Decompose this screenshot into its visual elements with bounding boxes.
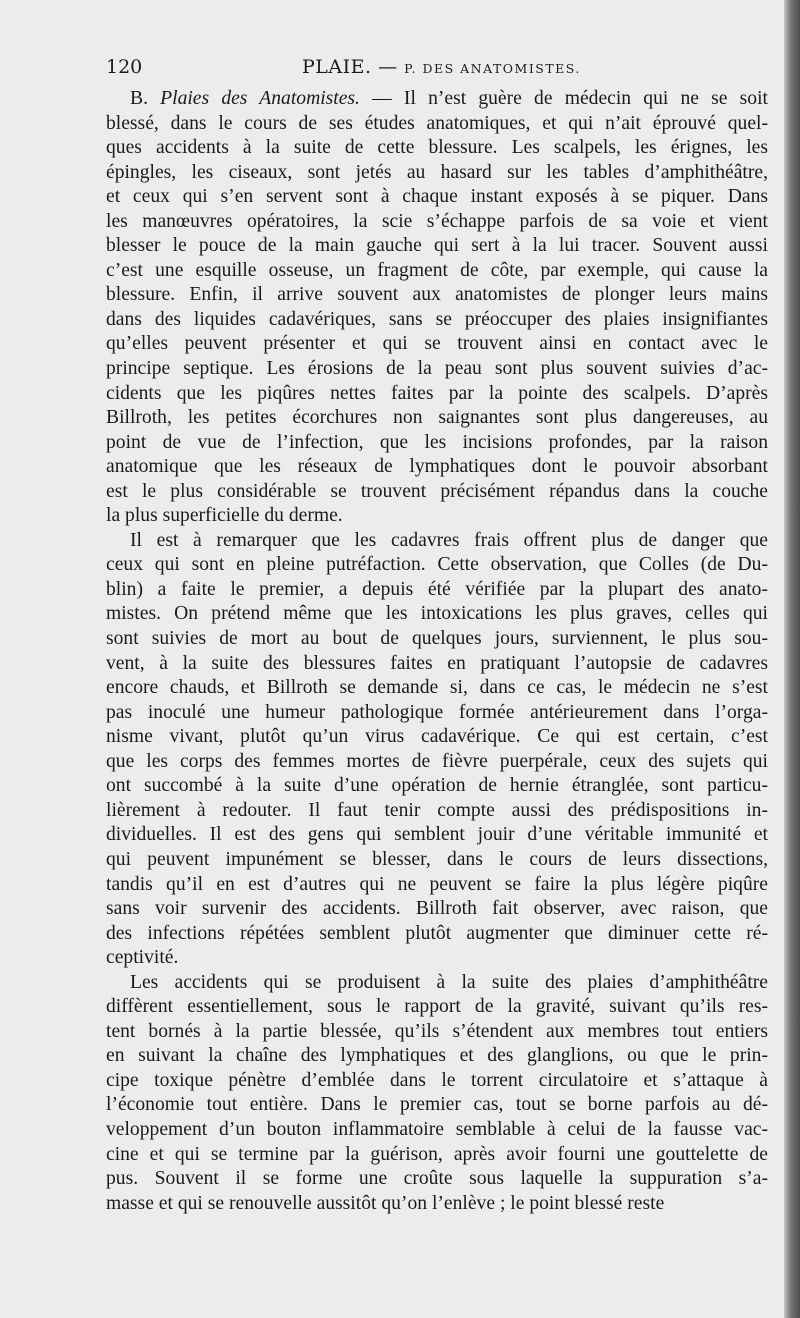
text-line bbox=[106, 774, 768, 799]
line-text: ques accidents à la suite de cette blessure. Les scalpels, les érignes, les bbox=[106, 137, 768, 159]
text-line bbox=[106, 897, 768, 922]
line-text: ceux qui sont en pleine putréfaction. Cette observation, que Colles (de Du- bbox=[106, 554, 768, 576]
line-text: dividuelles. Il est des gens qui semblent jouir d’une véritable immunité et bbox=[106, 824, 768, 846]
text-line bbox=[106, 529, 768, 554]
line-text: Il est à remarquer que les cadavres frais offrent plus de danger que bbox=[130, 529, 768, 551]
text-line bbox=[106, 922, 768, 947]
line-text: et ceux qui s’en servent sont à chaque instant exposés à se piquer. Dans bbox=[106, 186, 768, 208]
line-text: blin) a faite le premier, a depuis été vérifiée par la plupart des anato- bbox=[106, 578, 768, 600]
text-line bbox=[106, 332, 768, 357]
line-text: l’économie tout entière. Dans le premier cas, tout se borne parfois au dé- bbox=[106, 1094, 768, 1116]
line-text: cipe toxique pénètre d’emblée dans le torrent circulatoire et s’attaque à bbox=[106, 1069, 768, 1091]
section-heading: Plaies des Anatomistes. bbox=[160, 88, 360, 109]
line-text: anatomique que les réseaux de lymphatiques dont le pouvoir absorbant bbox=[106, 456, 768, 478]
line-text: diffèrent essentiellement, sous le rapport de la gravité, suivant qu’ils res- bbox=[106, 996, 768, 1018]
line-text: cine et qui se termine par la guérison, après avoir fourni une gouttelette de bbox=[106, 1143, 768, 1165]
text-line bbox=[106, 504, 768, 529]
text-line bbox=[106, 823, 768, 848]
text-line bbox=[106, 652, 768, 677]
text-line bbox=[106, 1118, 768, 1143]
text-line bbox=[106, 382, 768, 407]
line-text: qu’elles peuvent présenter et qui se trouvent ainsi en contact avec le bbox=[106, 333, 768, 355]
line-text: encore chauds, et Billroth se demande si, dans ce cas, le médecin ne s’est bbox=[106, 677, 768, 699]
line-text: — Il n’est guère de médecin qui ne se soit bbox=[359, 88, 768, 109]
text-line bbox=[106, 602, 768, 627]
line-text: dans des liquides cadavériques, sans se préoccuper des plaies insignifiantes bbox=[106, 308, 768, 330]
text-line bbox=[106, 1167, 768, 1192]
line-text: les manœuvres opératoires, la scie s’échappe parfois de sa voie et vient bbox=[106, 210, 768, 232]
running-header bbox=[106, 56, 768, 82]
line-text: principe septique. Les érosions de la peau sont plus souvent suivies d’ac- bbox=[106, 358, 768, 380]
running-title-main: PLAIE. bbox=[302, 56, 372, 78]
text-line bbox=[106, 701, 768, 726]
text-line bbox=[106, 1020, 768, 1045]
text-line bbox=[106, 431, 768, 456]
line-text: mistes. On prétend même que les intoxications les plus graves, celles qui bbox=[106, 603, 768, 625]
text-line bbox=[106, 308, 768, 333]
text-line bbox=[106, 1044, 768, 1069]
line-text: la plus superficielle du derme. bbox=[106, 505, 343, 527]
line-text: nisme vivant, plutôt qu’un virus cadavérique. Ce qui est certain, c’est bbox=[106, 726, 768, 748]
section-letter: B. bbox=[130, 88, 161, 109]
text-line bbox=[106, 971, 768, 996]
line-text: qui peuvent impunément se blesser, dans le cours de leurs dissections, bbox=[106, 848, 768, 870]
text-line bbox=[106, 136, 768, 161]
running-title-sub: P. DES ANATOMISTES. bbox=[404, 61, 581, 76]
line-text: ceptivité. bbox=[106, 947, 179, 969]
running-title bbox=[302, 56, 581, 78]
text-line bbox=[106, 1192, 768, 1217]
text-line bbox=[106, 848, 768, 873]
page-number: 120 bbox=[106, 56, 143, 78]
text-line bbox=[106, 1143, 768, 1168]
text-line bbox=[106, 1069, 768, 1094]
text-line bbox=[106, 553, 768, 578]
line-text: c’est une esquille osseuse, un fragment de côte, par exemple, qui cause la bbox=[106, 259, 768, 281]
text-line bbox=[106, 112, 768, 137]
line-text: blesser le pouce de la main gauche qui sert à la lui tracer. Souvent aussi bbox=[106, 235, 768, 257]
line-text: est le plus considérable se trouvent précisément répandus dans la couche bbox=[106, 480, 768, 502]
text-line bbox=[106, 185, 768, 210]
text-line bbox=[106, 161, 768, 186]
line-text: des infections répétées semblent plutôt augmenter que diminuer cette ré- bbox=[106, 922, 768, 944]
line-text: pus. Souvent il se forme une croûte sous laquelle la suppuration s’a- bbox=[106, 1168, 768, 1190]
line-text: pas inoculé une humeur pathologique formée antérieurement dans l’orga- bbox=[106, 701, 768, 723]
line-text: blessé, dans le cours de ses études anatomiques, et qui n’ait éprouvé quel- bbox=[106, 112, 768, 134]
text-line bbox=[106, 873, 768, 898]
text-line bbox=[106, 259, 768, 284]
line-text: cidents que les piqûres nettes faites par la pointe des scalpels. D’après bbox=[106, 382, 768, 404]
page-edge-shadow bbox=[784, 0, 800, 1318]
body-text bbox=[106, 87, 768, 1216]
line-text: vent, à la suite des blessures faites en pratiquant l’autopsie de cadavres bbox=[106, 652, 768, 674]
text-line bbox=[106, 455, 768, 480]
text-line bbox=[106, 480, 768, 505]
text-line bbox=[106, 283, 768, 308]
text-line bbox=[106, 725, 768, 750]
line-text: veloppement d’un bouton inflammatoire semblable à celui de la fausse vac- bbox=[106, 1118, 768, 1140]
line-text: Billroth, les petites écorchures non saignantes sont plus dangereuses, au bbox=[106, 407, 768, 429]
text-line bbox=[106, 799, 768, 824]
line-text: Les accidents qui se produisent à la suite des plaies d’amphithéâtre bbox=[130, 971, 768, 993]
text-line bbox=[106, 234, 768, 259]
text-line bbox=[106, 87, 768, 112]
line-text: masse et qui se renouvelle aussitôt qu’on l’enlève ; le point blessé reste bbox=[106, 1192, 665, 1214]
text-line bbox=[106, 1093, 768, 1118]
line-text: blessure. Enfin, il arrive souvent aux anatomistes de plonger leurs mains bbox=[106, 284, 768, 306]
text-line bbox=[106, 750, 768, 775]
line-text: tent bornés à la partie blessée, qu’ils s’étendent aux membres tout entiers bbox=[106, 1020, 768, 1042]
text-line bbox=[106, 210, 768, 235]
line-text: tandis qu’il en est d’autres qui ne peuvent se faire la plus légère piqûre bbox=[106, 873, 768, 895]
line-text: point de vue de l’infection, que les incisions profondes, par la raison bbox=[106, 431, 768, 453]
running-title-dash: — bbox=[378, 56, 398, 78]
text-line bbox=[106, 406, 768, 431]
line-text: lièrement à redouter. Il faut tenir compte aussi des prédispositions in- bbox=[106, 799, 768, 821]
line-text: épingles, les ciseaux, sont jetés au hasard sur les tables d’amphithéâtre, bbox=[106, 161, 768, 183]
text-line bbox=[106, 676, 768, 701]
line-text: sont suivies de mort au bout de quelques jours, surviennent, le plus sou- bbox=[106, 628, 768, 650]
text-line bbox=[106, 578, 768, 603]
text-line bbox=[106, 946, 768, 971]
text-line bbox=[106, 627, 768, 652]
text-line bbox=[106, 995, 768, 1020]
line-text: sans voir survenir des accidents. Billroth fait observer, avec raison, que bbox=[106, 898, 768, 920]
line-text: en suivant la chaîne des lymphatiques et des glanglions, ou que le prin- bbox=[106, 1045, 768, 1067]
line-text: que les corps des femmes mortes de fièvre puerpérale, ceux des sujets qui bbox=[106, 750, 768, 772]
text-line bbox=[106, 357, 768, 382]
line-text: ont succombé à la suite d’une opération de hernie étranglée, sont particu- bbox=[106, 775, 768, 797]
